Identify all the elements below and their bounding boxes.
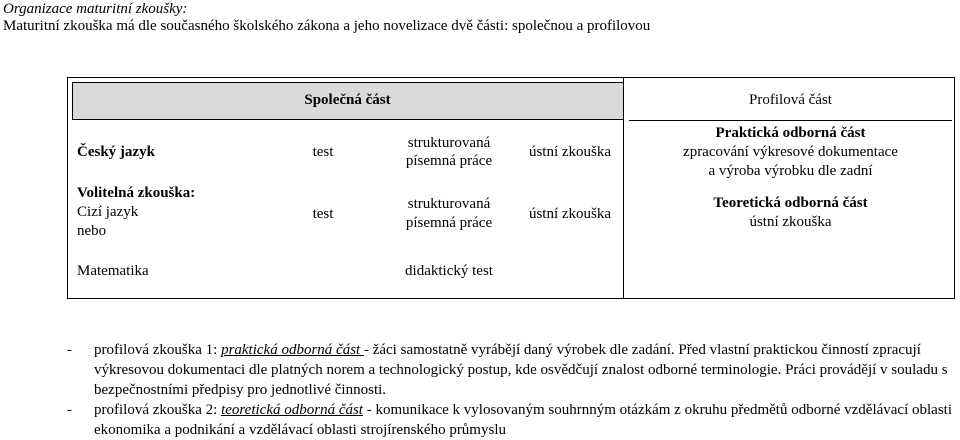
note-2-text: - komunikace k vylosovaným souhrnným otázkám z okruhu předmětů odborné vzdělávací oblasti ekonomika a podnikání a vzdělávací oblasti strojírenského průmyslu bbox=[94, 402, 952, 438]
practical-part-line2: a výroba výrobku dle zadní bbox=[708, 163, 873, 179]
note-profile-2 bbox=[67, 400, 957, 440]
oral-elective: ústní zkouška bbox=[528, 206, 612, 222]
subject-or: nebo bbox=[77, 223, 107, 239]
note-profile-1 bbox=[67, 340, 957, 400]
notes-list bbox=[67, 340, 957, 440]
note-1-prefix: profilová zkouška 1: bbox=[94, 342, 222, 358]
intro-title: Organizace maturitní zkoušky: bbox=[3, 1, 188, 17]
test-czech: test bbox=[312, 144, 334, 160]
subject-czech: Český jazyk bbox=[77, 144, 155, 160]
profile-header-line bbox=[629, 120, 952, 121]
written-elective-2: písemná práce bbox=[405, 215, 493, 231]
bullet-dash: - bbox=[67, 342, 72, 358]
didactic-test: didaktický test bbox=[405, 263, 493, 279]
oral-czech: ústní zkouška bbox=[528, 144, 612, 160]
header-profile: Profilová část bbox=[749, 92, 832, 108]
subject-elective: Volitelná zkouška: bbox=[77, 185, 196, 201]
subject-foreign-language: Cizí jazyk bbox=[77, 204, 139, 220]
written-czech-1: strukturovaná bbox=[407, 135, 491, 151]
written-elective-1: strukturovaná bbox=[407, 196, 491, 212]
practical-part-title: Praktická odborná část bbox=[715, 125, 866, 141]
written-czech-2: písemná práce bbox=[405, 153, 493, 169]
intro-text: Maturitní zkouška má dle současného školského zákona a jeho novelizace dvě části: společnou a profilovou bbox=[3, 18, 651, 34]
theory-part-line1: ústní zkouška bbox=[749, 214, 832, 230]
header-common: Společná část bbox=[304, 92, 391, 108]
note-2-link: teoretická odborná část bbox=[221, 402, 363, 418]
note-1-text: - žáci samostatně vyrábějí daný výrobek dle zadání. Před vlastní praktickou činností zpracují výkresovou dokumentaci dle platných norem a technologický postup, kde osvědčují znalost odborné terminologie. Práci provádějí v souladu s bezpečnostními předpisy pro jednotlivé činnosti. bbox=[94, 342, 948, 398]
note-2-prefix: profilová zkouška 2: bbox=[94, 402, 222, 418]
practical-part-line1: zpracování výkresové dokumentace bbox=[683, 144, 898, 160]
bullet-dash: - bbox=[67, 402, 72, 418]
note-1-link: praktická odborná část bbox=[221, 342, 364, 358]
column-divider bbox=[623, 77, 624, 299]
subject-math: Matematika bbox=[77, 263, 149, 279]
test-elective: test bbox=[312, 206, 334, 222]
theory-part-title: Teoretická odborná část bbox=[713, 195, 868, 211]
